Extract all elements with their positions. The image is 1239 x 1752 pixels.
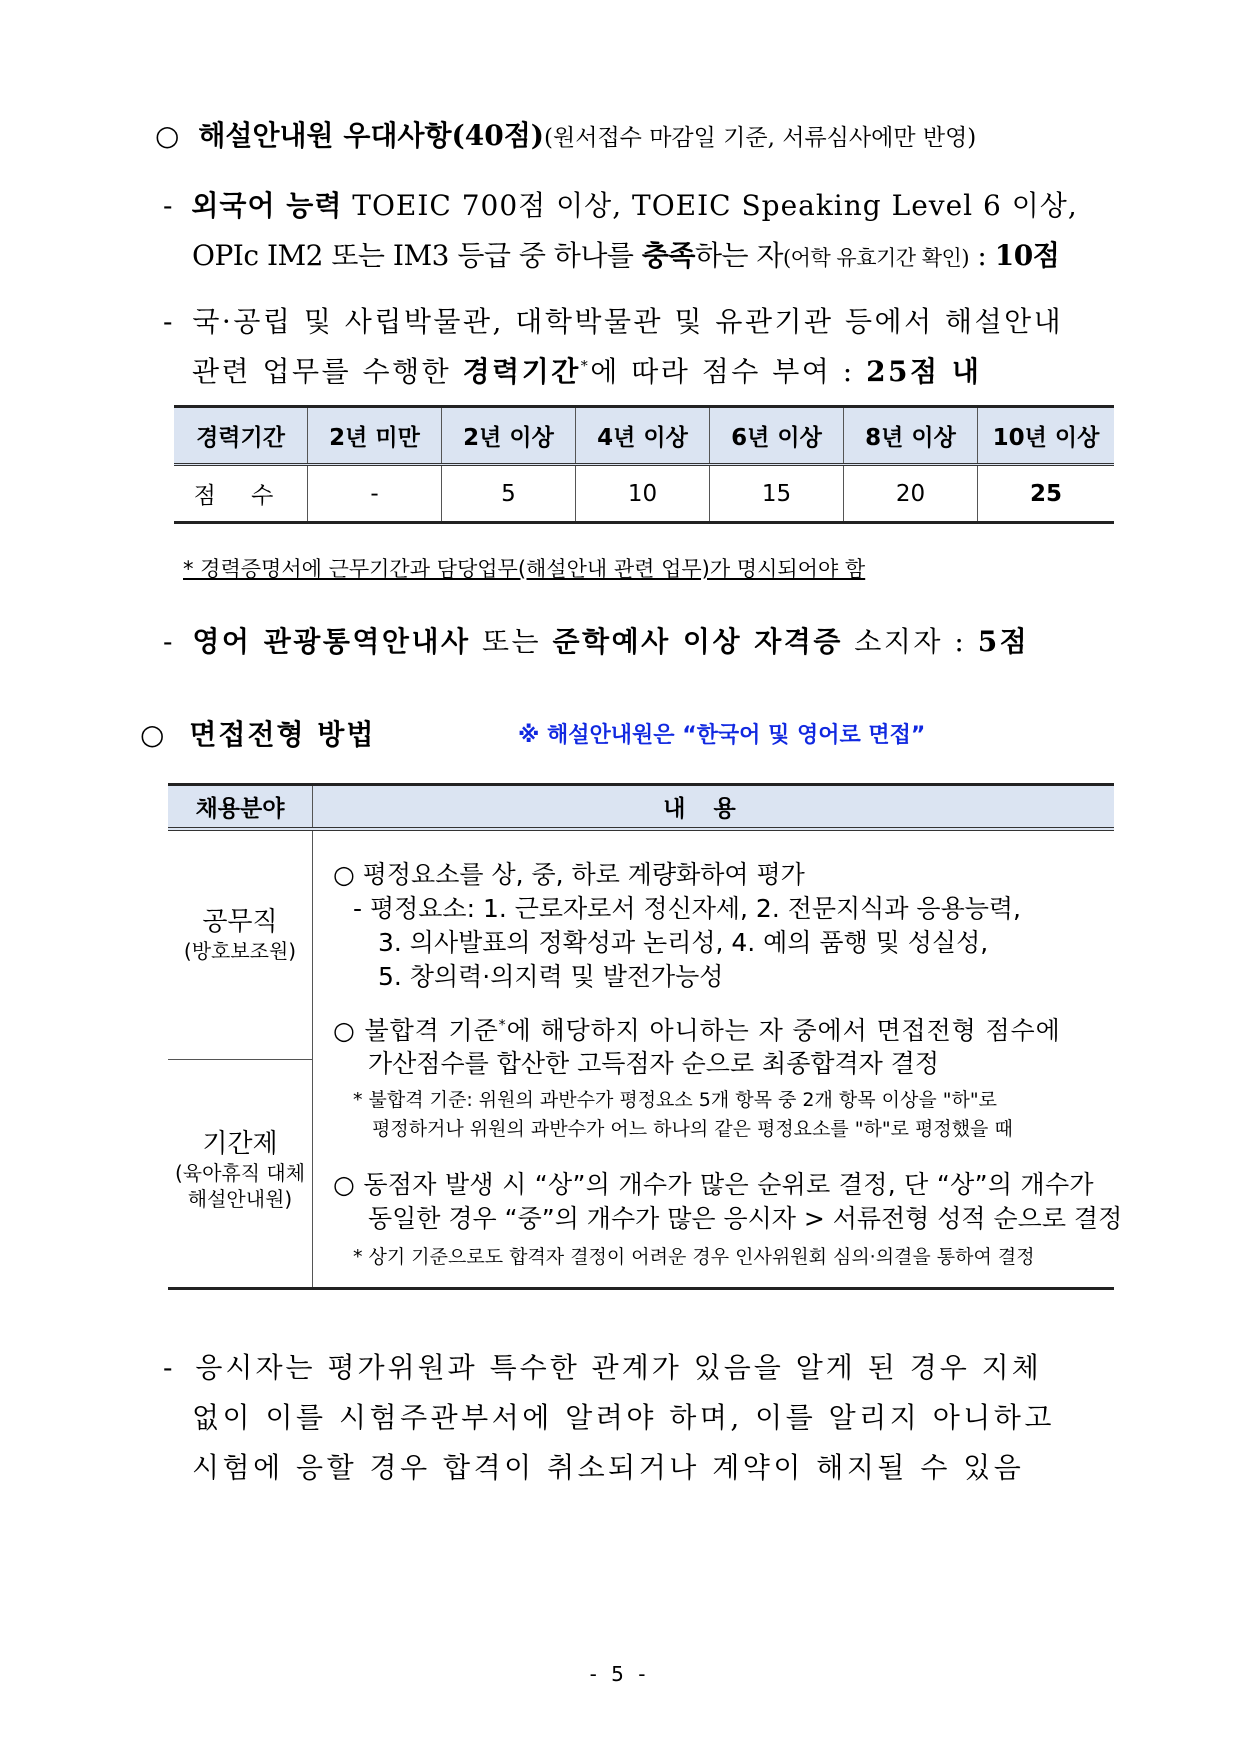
section1-note: (원서접수 마감일 기준, 서류심사에만 반영)	[544, 125, 977, 151]
score-header-cell: 10년 이상	[978, 407, 1115, 465]
interview-table-header	[168, 783, 1114, 831]
item2-line1: - 국·공립 및 사립박물관, 대학박물관 및 유관기관 등에서 해설안내	[163, 305, 1064, 338]
score-cell: -	[308, 465, 442, 523]
item2-line2: 관련 업무를 수행한 경력기간*에 따라 점수 부여 : 25점 내	[192, 355, 982, 388]
section1-heading	[155, 114, 976, 154]
item1-score: 10점	[994, 239, 1060, 272]
bullet-circle: ○	[155, 119, 180, 152]
score-header-cell: 8년 이상	[844, 407, 978, 465]
header-category: 채용분야	[168, 786, 313, 827]
interview-table-body	[168, 831, 1123, 1290]
criteria-point-2: ○ 불합격 기준*에 해당하지 아니하는 자 중에서 면접전형 점수에	[333, 1016, 1061, 1045]
score-cell: 15	[710, 465, 844, 523]
fail-criteria-note-2: 평정하거나 위원의 과반수가 어느 하나의 같은 평정요소를 "하"로 평정했을 때	[372, 1118, 1013, 1140]
criteria-point-3-line2: 동일한 경우 “중”의 개수가 많은 응시자 > 서류전형 성적 순으로 결정	[368, 1204, 1123, 1233]
interview-method-table	[168, 783, 1123, 1290]
score-header-cell: 2년 이상	[442, 407, 576, 465]
score-header-cell: 경력기간	[174, 407, 308, 465]
section1-title: 해설안내원 우대사항(40점)	[198, 119, 545, 152]
item2-score: 25점 내	[866, 355, 982, 388]
score-cell: 점 수	[174, 465, 308, 523]
score-table-header	[174, 407, 1114, 465]
category-public-worker: 공무직 (방호보조원)	[183, 907, 297, 963]
bullet-circle: ○	[140, 718, 167, 751]
header-content: 내용	[663, 796, 764, 822]
criteria-point-3: ○ 동점자 발생 시 “상”의 개수가 많은 순위로 결정, 단 “상”의 개수가	[333, 1170, 1094, 1199]
closing-line2: 없이 이를 시험주관부서에 알려야 하며, 이를 알리지 아니하고	[192, 1401, 1055, 1434]
item1-line2: OPIc IM2 또는 IM3 등급 중 하나를 충족하는 자(어학 유효기간 확인) : 10점	[192, 239, 1060, 272]
closing-line1: - 응시자는 평가위원과 특수한 관계가 있음을 알게 된 경우 지체	[163, 1351, 1042, 1384]
column-divider	[312, 831, 313, 1287]
closing-line3: 시험에 응할 경우 합격이 취소되거나 계약이 해지될 수 있음	[192, 1451, 1025, 1484]
tie-break-note: * 상기 기준으로도 합격자 결정이 어려운 경우 인사위원회 심의·의결을 통하여 결정	[353, 1246, 1035, 1268]
score-cell: 25	[978, 465, 1115, 523]
career-footnote: * 경력증명서에 근무기간과 담당업무(해설안내 관련 업무)가 명시되어야 함	[183, 557, 866, 581]
score-cell: 10	[576, 465, 710, 523]
score-header-cell: 2년 미만	[308, 407, 442, 465]
score-header-cell: 4년 이상	[576, 407, 710, 465]
item1-line1: - 외국어 능력 TOEIC 700점 이상, TOEIC Speaking Level 6 이상,	[163, 189, 1078, 222]
interview-language-notice: ※ 해설안내원은 “한국어 및 영어로 면접”	[518, 723, 926, 748]
criteria-point-1: ○ 평정요소를 상, 중, 하로 계량화하여 평가	[333, 860, 805, 889]
score-table-row	[174, 465, 1114, 523]
career-score-table	[174, 405, 1114, 524]
score-header-cell: 6년 이상	[710, 407, 844, 465]
category-fixed-term: 기간제 (육아휴직 대체 해설안내원)	[174, 1129, 306, 1211]
score-cell: 20	[844, 465, 978, 523]
item1-label: 외국어 능력	[191, 189, 343, 222]
section2-title: 면접전형 방법	[189, 718, 376, 751]
score-cell: 5	[442, 465, 576, 523]
criteria-point-1-line4: 5. 창의력·의지력 및 발전가능성	[378, 962, 724, 991]
page-number: - 5 -	[589, 1662, 650, 1686]
criteria-point-1-line3: 3. 의사발표의 정확성과 논리성, 4. 예의 품행 및 성실성,	[378, 928, 989, 957]
fail-criteria-note-1: * 불합격 기준: 위원의 과반수가 평정요소 5개 항목 중 2개 항목 이상을 "하"로	[353, 1089, 997, 1111]
row-divider	[168, 1059, 312, 1060]
criteria-point-1-line2: - 평정요소: 1. 근로자로서 정신자세, 2. 전문지식과 응용능력,	[353, 894, 1021, 923]
item3-score: 5점	[977, 625, 1030, 658]
criteria-point-2-line2: 가산점수를 합산한 고득점자 순으로 최종합격자 결정	[368, 1049, 940, 1078]
item3-line: - 영어 관광통역안내사 또는 준학예사 이상 자격증 소지자 : 5점	[163, 625, 1030, 658]
section2-heading	[140, 713, 375, 753]
